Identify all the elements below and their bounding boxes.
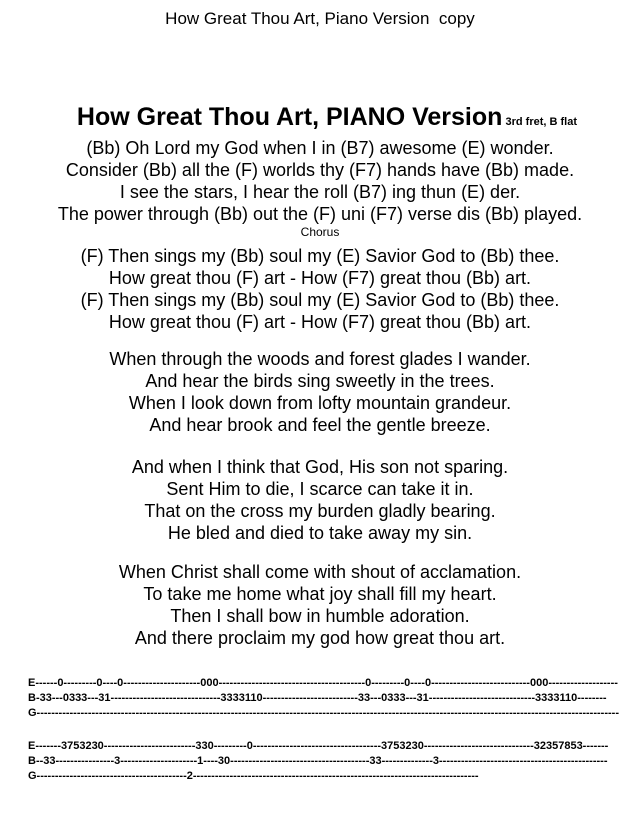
lyric-line: (F) Then sings my (Bb) soul my (E) Savior God to (Bb) thee. bbox=[80, 290, 560, 310]
chorus bbox=[0, 245, 640, 333]
tablature-block-2 bbox=[0, 739, 640, 784]
tab-line-e: E-------3753230-------------------------330---------0-----------------------------------3753230------------------------------32357853------- bbox=[28, 740, 609, 752]
lyric-line: (F) Then sings my (Bb) soul my (E) Savior God to (Bb) thee. bbox=[80, 246, 560, 266]
tablature-block-1 bbox=[0, 676, 640, 721]
lyric-line: When Christ shall come with shout of acclamation. bbox=[118, 562, 522, 582]
lyric-line: When I look down from lofty mountain grandeur. bbox=[128, 393, 512, 413]
lyric-line: And when I think that God, His son not sparing. bbox=[131, 457, 509, 477]
song-title: How Great Thou Art, PIANO Version bbox=[76, 103, 503, 131]
lyric-line: Then I shall bow in humble adoration. bbox=[170, 606, 470, 626]
lyric-line: I see the stars, I hear the roll (B7) ing thun (E) der. bbox=[119, 182, 521, 202]
verse-4 bbox=[0, 561, 640, 649]
lyric-line: That on the cross my burden gladly bearing. bbox=[144, 501, 496, 521]
verse-1 bbox=[0, 137, 640, 225]
song-heading bbox=[0, 78, 640, 135]
lyric-line: Sent Him to die, I scarce can take it in. bbox=[166, 479, 474, 499]
lyric-line: (Bb) Oh Lord my God when I in (B7) awesome (E) wonder. bbox=[86, 138, 554, 158]
lyric-line: He bled and died to take away my sin. bbox=[167, 523, 473, 543]
tab-line-b: B--33----------------3---------------------1----30--------------------------------------33--------------3---------------------------------------------- bbox=[28, 755, 608, 767]
lyric-line: How great thou (F) art - How (F7) great thou (Bb) art. bbox=[108, 312, 532, 332]
song-heading-suffix: 3rd fret, B flat bbox=[502, 116, 577, 128]
tab-line-g: G--------------------------------------------------------------------------------------------------------------------------------------------------------------- bbox=[28, 707, 619, 719]
lyric-line: And hear the birds sing sweetly in the trees. bbox=[145, 371, 495, 391]
window-title: How Great Thou Art, Piano Version copy bbox=[165, 9, 475, 28]
tab-line-e: E------0---------0----0---------------------000----------------------------------------0---------0----0---------------------------000------------------- bbox=[28, 677, 618, 689]
lyric-line: To take me home what joy shall fill my heart. bbox=[143, 584, 497, 604]
lyric-line: When through the woods and forest glades I wander. bbox=[109, 349, 531, 369]
lyric-line: Consider (Bb) all the (F) worlds thy (F7) hands have (Bb) made. bbox=[65, 160, 575, 180]
lyric-line: And there proclaim my god how great thou art. bbox=[134, 628, 506, 648]
verse-3 bbox=[0, 456, 640, 544]
verse-2 bbox=[0, 348, 640, 436]
lyric-line: And hear brook and feel the gentle breeze. bbox=[149, 415, 491, 435]
lyric-line: The power through (Bb) out the (F) uni (F7) verse dis (Bb) played. bbox=[57, 204, 583, 224]
tab-line-b: B-33---0333---31------------------------------3333110--------------------------33---0333---31-----------------------------3333110-------- bbox=[28, 692, 607, 704]
chorus-label: Chorus bbox=[300, 225, 340, 239]
lyric-line: How great thou (F) art - How (F7) great thou (Bb) art. bbox=[108, 268, 532, 288]
tab-line-g: G-----------------------------------------2------------------------------------------------------------------------------ bbox=[28, 770, 479, 782]
